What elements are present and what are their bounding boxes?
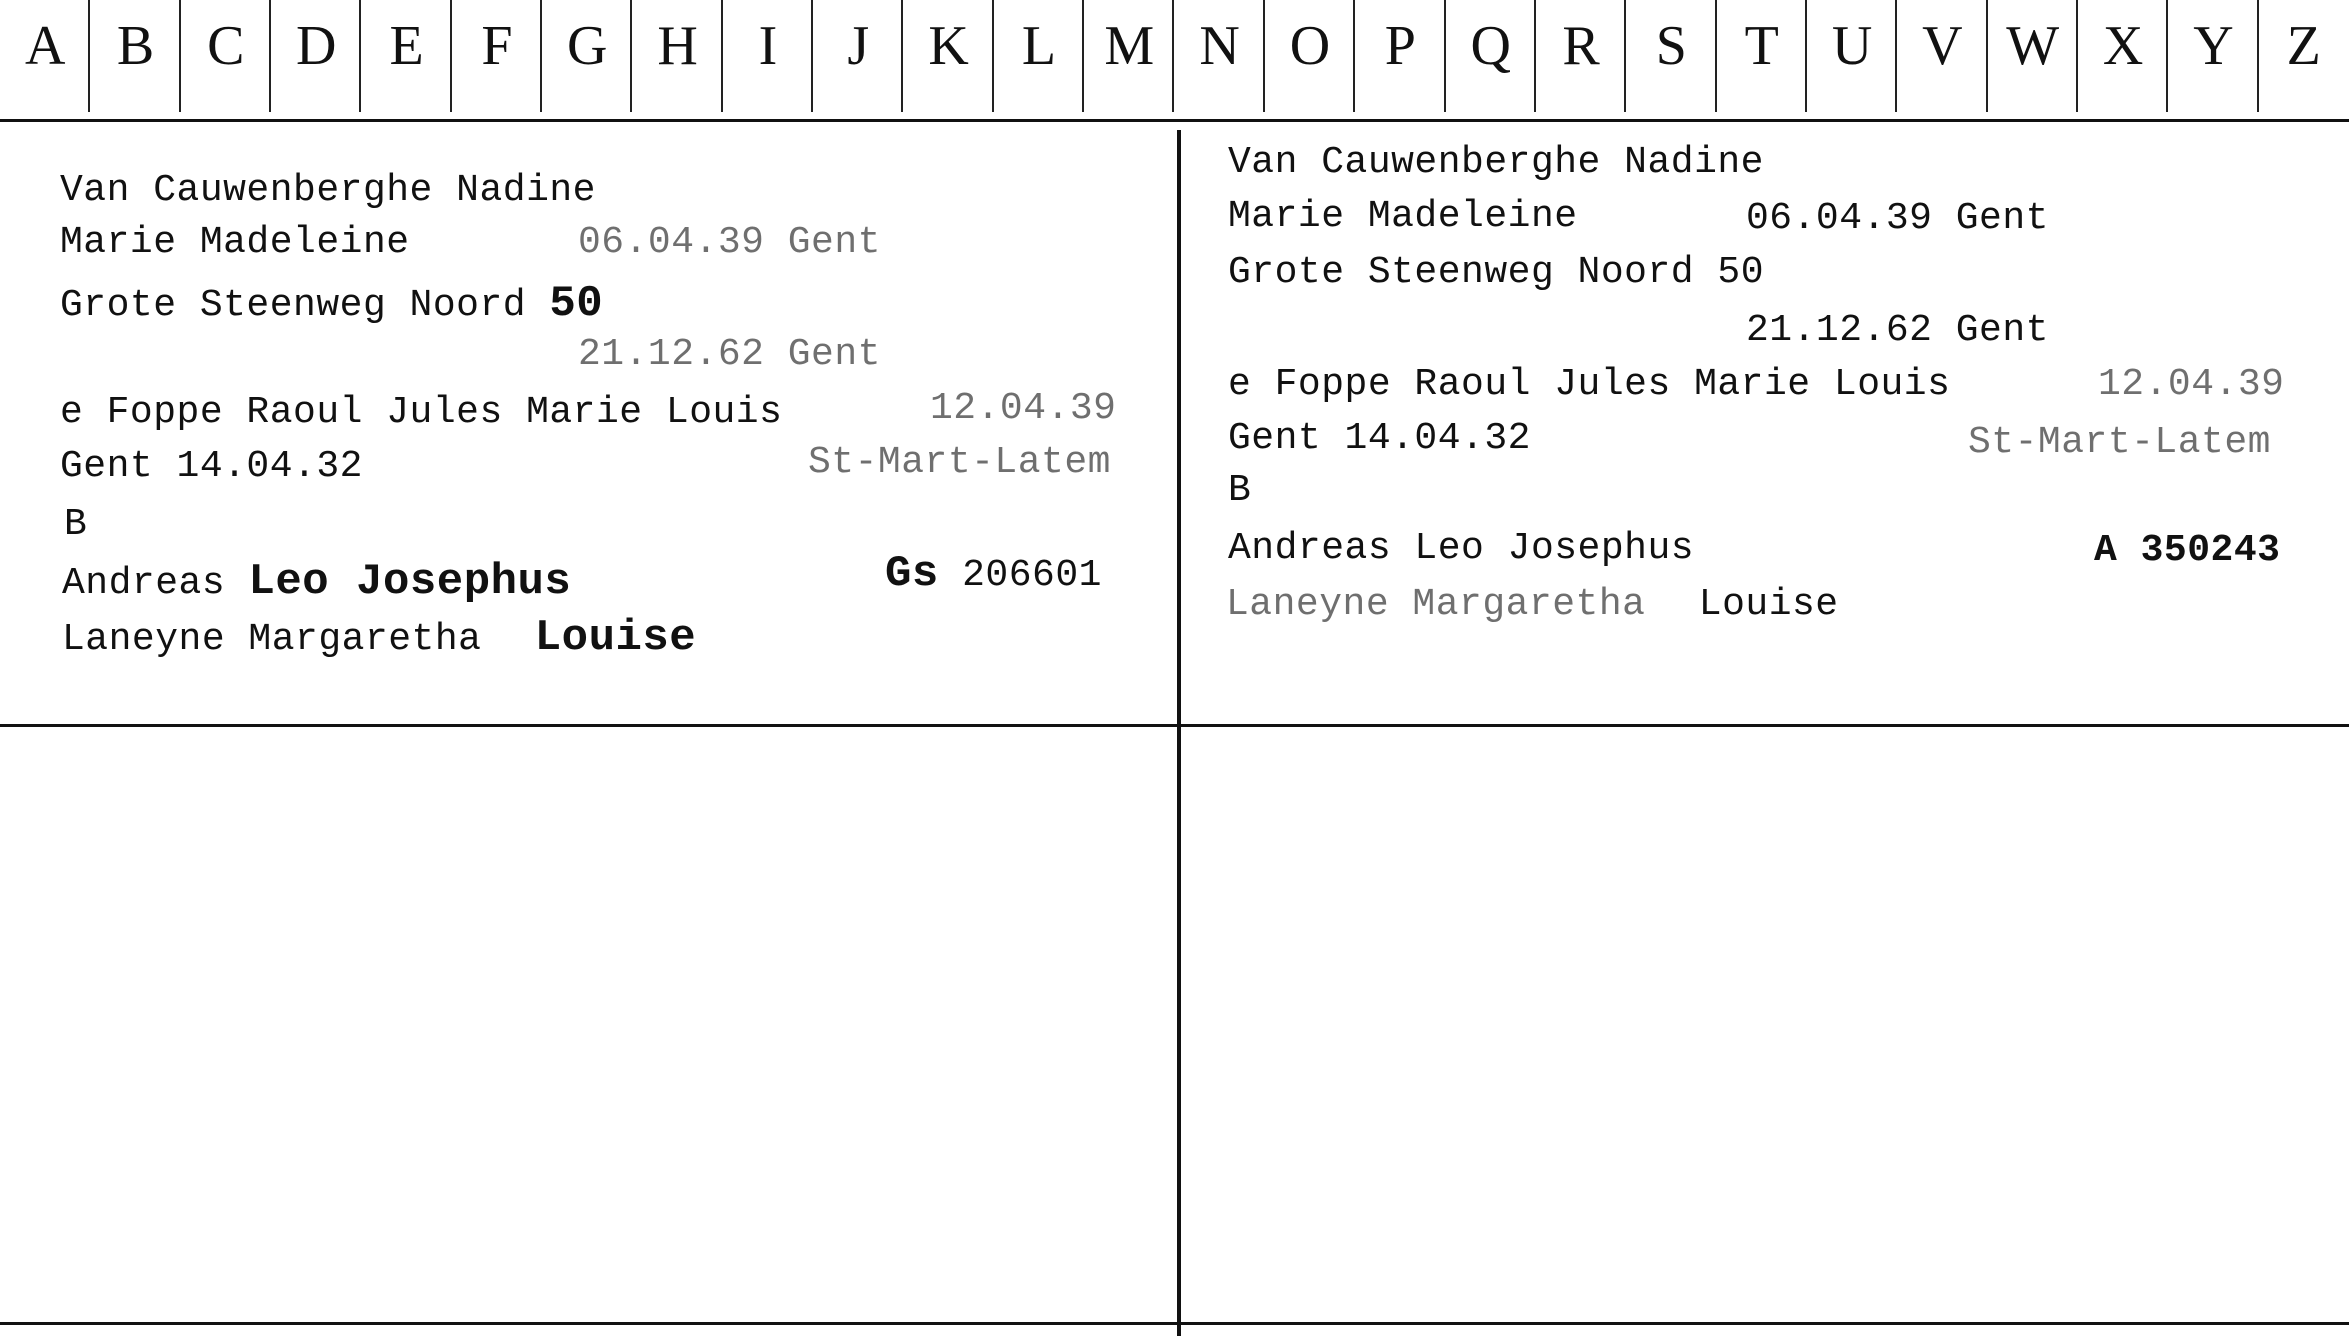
alphabet-index-header: [0, 0, 2349, 122]
right-spouse: e Foppe Raoul Jules Marie Louis: [1228, 363, 1951, 406]
left-birth: 06.04.39 Gent: [578, 221, 881, 264]
right-given-names: Marie Madeleine: [1228, 195, 1578, 238]
letter-tab-b: B: [90, 0, 180, 119]
left-father: [62, 557, 572, 607]
right-mother: [1226, 583, 1839, 626]
left-mother: [62, 613, 697, 663]
letter-tab-r: R: [1536, 0, 1626, 119]
letter-tab-p: P: [1355, 0, 1445, 119]
letter-tab-c: C: [181, 0, 271, 119]
left-name: Van Cauwenberghe Nadine: [60, 169, 596, 212]
letter-tab-v: V: [1897, 0, 1987, 119]
left-code-b: B: [64, 503, 88, 546]
right-spouse-place-date: Gent 14.04.32: [1228, 417, 1531, 460]
right-code-b: B: [1228, 469, 1252, 512]
letter-tab-x: X: [2078, 0, 2168, 119]
left-address-street: Grote Steenweg Noord: [60, 284, 527, 327]
left-father-given-2: Leo Josephus: [248, 557, 572, 607]
letter-tab-f: F: [452, 0, 542, 119]
left-spouse: e Foppe Raoul Jules Marie Louis: [60, 391, 783, 434]
left-mother-2: Louise: [534, 613, 697, 663]
letter-tab-m: M: [1084, 0, 1174, 119]
left-address: [60, 279, 604, 329]
right-address: [1228, 251, 1764, 294]
left-given-names: Marie Madeleine: [60, 221, 410, 264]
letter-tab-j: J: [813, 0, 903, 119]
right-mother-name: Laneyne Margaretha: [1226, 583, 1646, 626]
left-spouse-date: 12.04.39: [930, 387, 1117, 430]
letter-tab-i: I: [723, 0, 813, 119]
letter-tab-o: O: [1265, 0, 1355, 119]
letter-tab-g: G: [542, 0, 632, 119]
right-birth: 06.04.39 Gent: [1746, 197, 2049, 240]
letter-tab-e: E: [361, 0, 451, 119]
lower-right-bottom-rule: [1181, 1322, 2349, 1325]
right-mother-2: Louise: [1698, 583, 1839, 626]
right-spouse-date: 12.04.39: [2098, 363, 2285, 406]
letter-tab-u: U: [1807, 0, 1897, 119]
left-father-given: Andreas: [62, 562, 226, 605]
right-marriage: 21.12.62 Gent: [1746, 309, 2049, 352]
right-spouse-place-2: St-Mart-Latem: [1968, 421, 2271, 464]
lower-left-bottom-rule: [0, 1322, 1177, 1325]
letter-tab-k: K: [903, 0, 993, 119]
left-marriage: 21.12.62 Gent: [578, 333, 881, 376]
letter-tab-z: Z: [2286, 15, 2321, 77]
left-card-bottom-rule: [0, 724, 1177, 727]
left-spouse-place-2: St-Mart-Latem: [808, 441, 1111, 484]
left-reference-prefix: Gs: [885, 549, 939, 599]
left-reference-number: 206601: [962, 554, 1102, 597]
right-father: Andreas Leo Josephus: [1228, 527, 1695, 570]
right-name: Van Cauwenberghe Nadine: [1228, 141, 1764, 184]
letter-tab-s: S: [1626, 0, 1716, 119]
right-card-bottom-rule: [1181, 724, 2349, 727]
left-house-number: 50: [549, 279, 604, 329]
left-spouse-place-date: Gent 14.04.32: [60, 445, 363, 488]
right-house-number: 50: [1717, 251, 1764, 294]
center-divider: [1177, 130, 1181, 1336]
letter-tab-q: Q: [1446, 0, 1536, 119]
letter-tab-y: Y: [2168, 0, 2258, 119]
letter-tab-d: D: [271, 0, 361, 119]
left-mother-name: Laneyne Margaretha: [62, 618, 482, 661]
right-address-street: Grote Steenweg Noord: [1228, 251, 1695, 294]
letter-tab-h: H: [632, 0, 722, 119]
letter-tab-w: W: [1988, 0, 2078, 119]
right-reference: A 350243: [2094, 529, 2281, 572]
letter-tab-a: A: [0, 0, 90, 119]
left-reference: [885, 549, 1102, 599]
letter-tab-t: T: [1717, 0, 1807, 119]
letter-tab-l: L: [994, 0, 1084, 119]
letter-tab-n: N: [1174, 0, 1264, 119]
